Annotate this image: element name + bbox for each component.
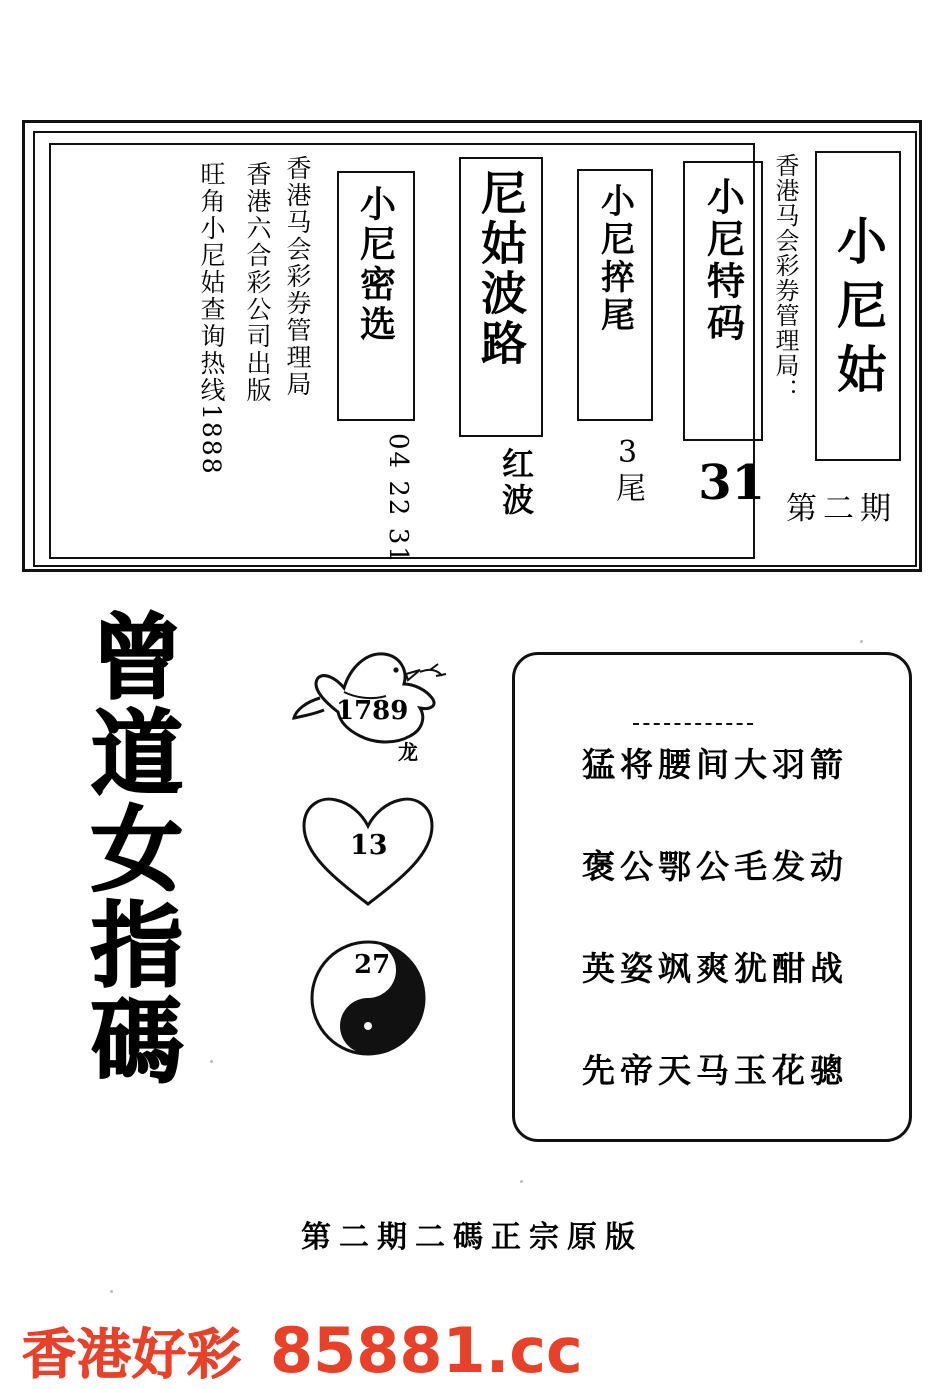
result-box-picks-title: 小尼密选	[354, 185, 397, 345]
side-column-1: 香港马会彩券管理局	[283, 155, 312, 398]
result-value-wave: 红波	[497, 447, 535, 519]
result-value-special-code: 31	[698, 455, 765, 511]
dove-number: 1789	[336, 696, 409, 726]
scan-noise	[860, 640, 863, 643]
footer-url[interactable]: 85881.cc	[270, 1313, 583, 1387]
page-title-char-2: 道	[90, 700, 183, 808]
poem-line-4: 先帝天马玉花骢	[582, 1051, 848, 1090]
header-panel	[22, 120, 922, 572]
result-box-tail	[577, 169, 653, 421]
result-box-wave-title: 尼姑波路	[474, 169, 528, 369]
footer-brand: 香港好彩	[22, 1322, 242, 1386]
symbol-column	[280, 640, 470, 1060]
result-box-special-code	[683, 161, 763, 441]
heart-number: 13	[350, 830, 388, 861]
issue-label: 第二期	[786, 491, 897, 527]
poem-line-1: 猛将腰间大羽箭	[582, 745, 848, 784]
taiji-number: 27	[354, 950, 391, 980]
header-panel-inner-frame	[33, 131, 917, 567]
footer-banner	[0, 1312, 944, 1388]
scan-noise	[110, 1290, 113, 1293]
poem-line-2: 褒公鄂公毛发动	[582, 847, 848, 886]
org-line: 香港马会彩券管理局：	[771, 153, 799, 403]
brand-box-label: 小尼姑	[829, 215, 888, 407]
result-box-tail-title: 小尼捽尾	[594, 183, 635, 335]
result-box-picks	[337, 171, 415, 421]
page-title	[62, 604, 212, 1096]
dove-word: 龙	[398, 740, 418, 764]
side-column-3: 旺角小尼姑查询热线1888	[197, 161, 226, 476]
poem-dash-decoration	[633, 723, 753, 725]
bottom-caption: 第二期二碼正宗原版	[301, 1220, 643, 1255]
page-title-char-5: 碼	[90, 988, 183, 1096]
poem-box	[512, 652, 912, 1142]
brand-box	[815, 151, 901, 461]
side-column-2: 香港六合彩公司出版	[243, 161, 272, 404]
page-title-char-3: 女	[90, 796, 183, 904]
taiji-icon	[298, 928, 438, 1068]
result-value-picks: 04 22 31	[383, 433, 413, 565]
result-box-wave	[459, 157, 543, 437]
poem-line-3: 英姿飒爽犹酣战	[582, 949, 848, 988]
scan-noise	[520, 1180, 523, 1183]
page-title-char-4: 指	[90, 892, 183, 1000]
scan-noise	[210, 1060, 213, 1063]
page-title-char-1: 曾	[90, 604, 183, 712]
result-box-special-code-title: 小尼特码	[700, 177, 746, 345]
result-value-tail: 3尾	[610, 435, 645, 504]
